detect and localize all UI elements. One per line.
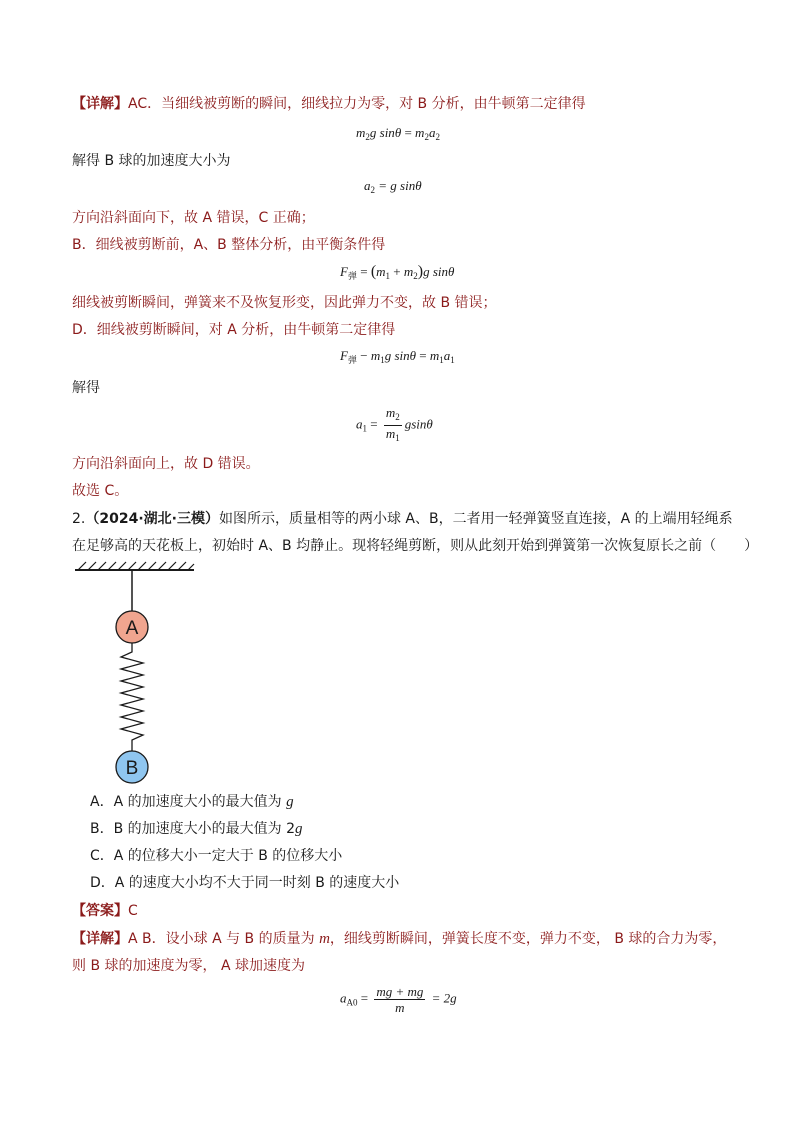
detail-2-line-2: 则 B 球的加速度为零， A 球加速度为 [72,958,305,974]
spring [121,643,143,751]
option-a: A．A 的加速度大小的最大值为 g [90,794,294,810]
detail-text: AC．当细线被剪断的瞬间，细线拉力为零，对 B 分析，由牛顿第二定律得 [128,96,586,112]
answer-tag: 【答案】 [72,903,128,919]
paragraph-solve-b: 解得 B 球的加速度大小为 [72,153,231,169]
question-text: 如图所示，质量相等的两小球 A、B，二者用一轻弹簧竖直连接，A 的上端用轻绳系 [218,511,733,527]
paragraph-direction-down: 方向沿斜面向下，故 A 错误，C 正确； [72,210,315,226]
equation-1: $m_2g$ $\sin\theta = m_2a_2$ [356,125,440,142]
ball-b-label: B [125,758,139,779]
detail-tag: 【详解】 [72,96,128,112]
question-2-line-2: 在足够高的天花板上，初始时 A、B 均静止。现将轻绳剪断，则从此刻开始到弹簧第一次恢复原长之前（ ） [72,538,759,554]
option-d: D．A 的速度大小均不大于同一时刻 B 的速度大小 [90,875,400,891]
detail-2-tag: 【详解】 [72,931,128,947]
answer-value: C [128,903,138,919]
paragraph-choose-c: 故选 C。 [72,483,129,499]
paragraph-b-analysis: B．细线被剪断前，A、B 整体分析，由平衡条件得 [72,237,386,253]
detail-2-line-1: 【详解】A B．设小球 A 与 B 的质量为 m，细线剪断瞬间，弹簧长度不变，弹力不变， B 球的合力为零， [72,931,727,947]
equation-5: $a_1$ = $\frac{m_2}{m_1}$ gsinθ [356,405,433,443]
equation-3: $F_弹 = (m_1 + m_2)g$ sinθ [340,263,455,281]
paragraph-solve: 解得 [72,380,100,396]
option-b: B．B 的加速度大小的最大值为 2g [90,821,303,837]
equation-2: $a_2 = g$ sinθ [364,178,422,195]
option-c: C．A 的位移大小一定大于 B 的位移大小 [90,848,343,864]
paragraph-d-analysis: D．细线被剪断瞬间，对 A 分析，由牛顿第二定律得 [72,322,396,338]
paragraph-direction-up: 方向沿斜面向上，故 D 错误。 [72,456,260,472]
question-source: （2024·湖北·三模） [85,511,219,527]
equation-6: $a_{A0}$ = $\frac{mg + mg}{m}$ = 2g [340,984,457,1015]
equation-4: $F_弹 - m_1g$ $\sin\theta = m_1a_1$ [340,348,455,365]
ceiling-hatch [78,562,194,570]
question-2-line-1 [72,509,733,529]
paragraph-spring-unchanged: 细线被剪断瞬间，弹簧来不及恢复形变，因此弹力不变，故 B 错误； [72,295,497,311]
detail-paragraph-1 [72,94,586,114]
spring-ball-figure [72,560,202,790]
question-number: 2. [72,511,86,527]
answer-line [72,901,138,921]
ball-a-label: A [125,618,139,639]
